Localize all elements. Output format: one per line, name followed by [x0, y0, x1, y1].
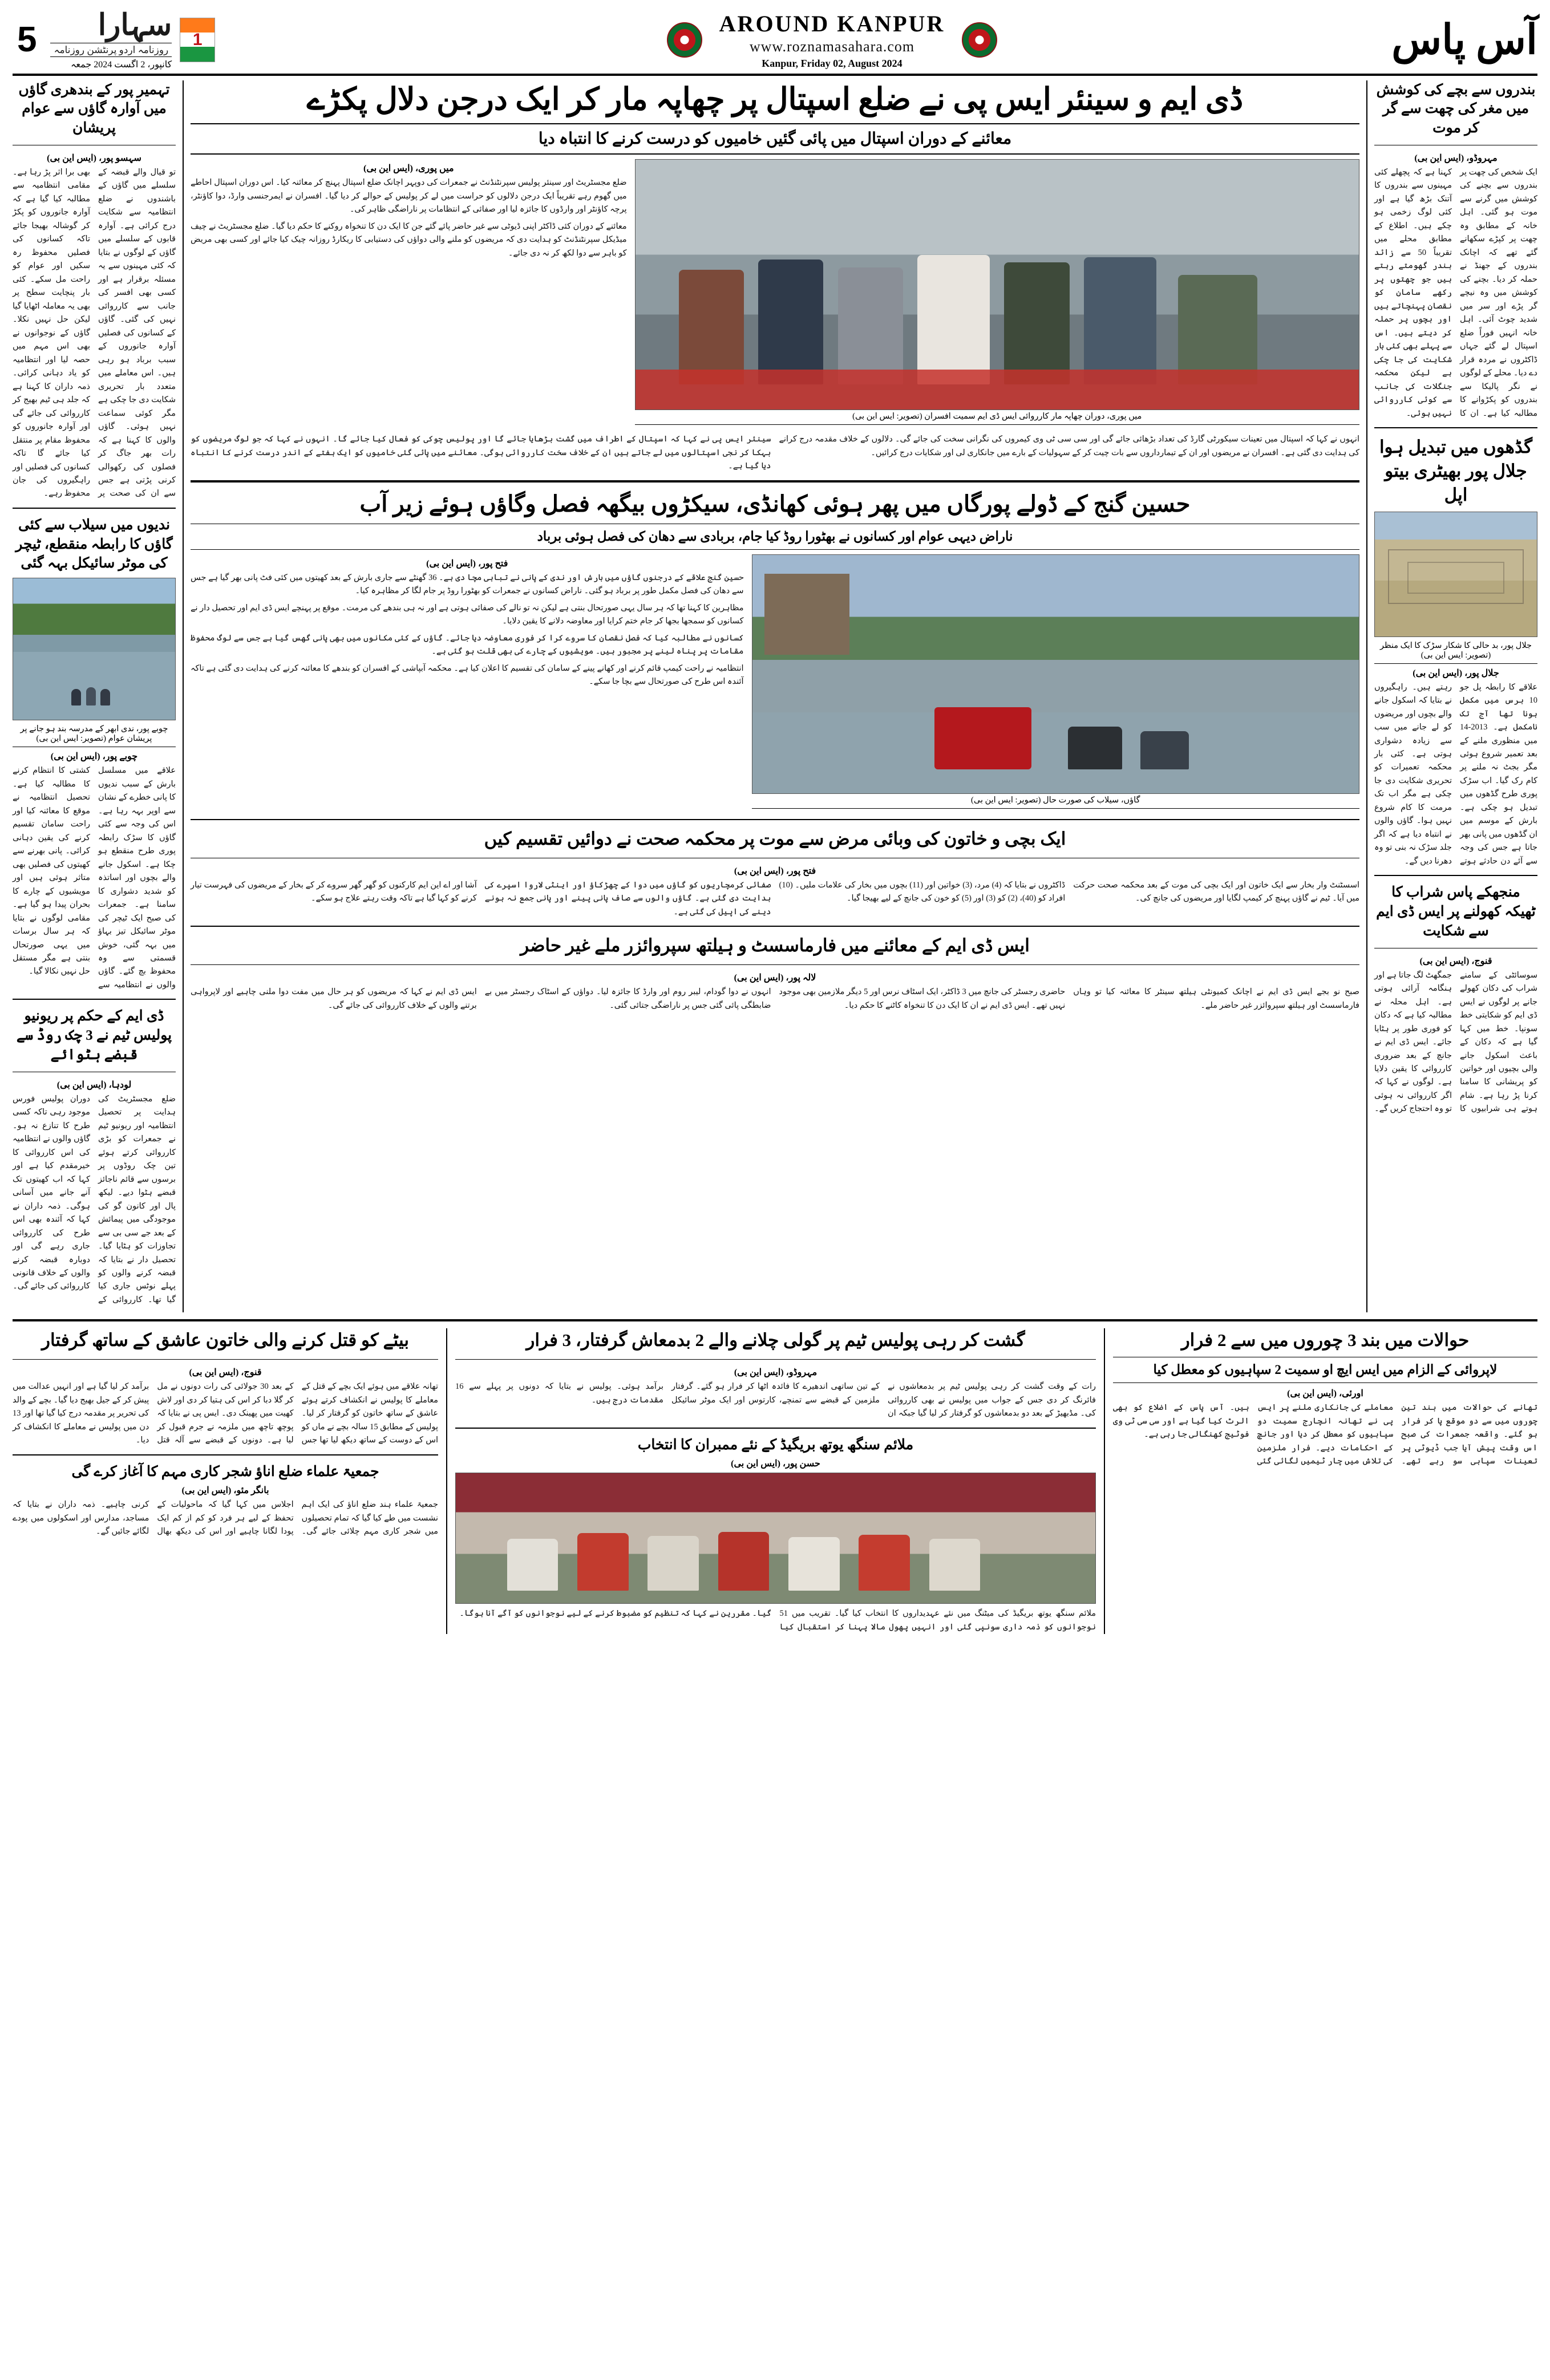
article-byline: قنوج، (ایس این بی): [1419, 956, 1492, 966]
article-headline: بندروں سے بچے کی کوشش میں مغر کی چھت سے گر کر موت: [1376, 82, 1536, 136]
article-byline: بانگر مئو، (ایس این بی): [181, 1486, 269, 1496]
article-subheadline: ناراض دیہی عوام اور کسانوں نے بھٹورا روڈ کیا جام، بربادی سے دھان کی فصل ہوئی برباد: [191, 524, 1359, 550]
bottom-band: [13, 1328, 1537, 1634]
article-headline: تہمیر پور کے بندھری گاؤں میں آوارہ گاؤں سے عوام پریشان: [18, 82, 170, 136]
article-photo-caption: گاؤں، سیلاب کی صورت حال (تصویر: ایس این بی): [752, 794, 1359, 809]
article-byline: مہروڈو، (ایس این بی): [1414, 153, 1498, 163]
masthead-right: [1298, 10, 1537, 70]
logo-subtitle: روزنامہ اردو پرنٹشن روزنامہ: [50, 43, 172, 57]
section-title: آس پاس: [1391, 17, 1537, 63]
article-photo: [13, 578, 176, 720]
lead-byline: میں پوری، (ایس این بی): [363, 164, 454, 174]
article-body: تھانے کی حوالات میں بند تین چوروں میں سے دو موقع پا کر فرار ہو گئے۔ واقعہ جمعرات کی صبح اس وقت پیش آیا جب ڈیوٹی پر تعینات سپاہی سو رہے تھے۔ معاملے کی جانکاری ملنے پر ایس پی نے تھانہ انچارج سمیت دو سپاہیوں کو معطل کر دیا اور جانچ کے احکامات دیے۔ فرار ملزمین کی تلاش میں چار ٹیمیں لگائی گئی ہیں۔ آس پاس کے اضلاع کو بھی الرٹ کیا گیا ہے اور سی سی ٹی وی فوٹیج کھنگالی جا رہی ہے۔: [1113, 1403, 1537, 1466]
masthead: [13, 10, 1537, 76]
article-headline: منجھکے پاس شراب کا ٹھیکہ کھولنے پر ایس ڈی ایم سے شکایت: [1376, 885, 1536, 939]
article-mother-murder-arrest: [13, 1328, 438, 1447]
article-headline: ایس ڈی ایم کے معائنے میں فارماسسٹ و ہیلتھ سپروائزر ملے غیر حاضر: [520, 935, 1030, 956]
article-body-col3: صفائی کرمچاریوں کو گاؤں میں دوا کے چھڑکاؤ اور اینٹی لاروا اسپرے کی ہدایت دی گئی ہے۔ گاؤں والوں سے صاف پانی پینے اور پانی جمع نہ ہونے دینے کی اپیل کی گئی ہے۔: [484, 880, 771, 917]
article-byline: فتح پور، (ایس این بی): [734, 866, 816, 876]
article-potholes-bridge: [1374, 435, 1537, 868]
logo-urdu-text: سہارا: [98, 9, 172, 42]
article-youth-brigade: [455, 1436, 1096, 1635]
article-headline: جمعیۃ علماء ضلع اناؤ شجر کاری مہم کا آغاز کرے گی: [71, 1463, 379, 1479]
article-body-col2: حاضری رجسٹر کی جانچ میں 3 ڈاکٹر، ایک اسٹاف نرس اور 5 دیگر ملازمین بھی موجود نہیں تھے۔ ایس ڈی ایم نے ان کا ایک دن کا تنخواہ کاٹنے کا حکم دیا۔: [779, 987, 1066, 1010]
article-dm-ssp-hospital-raid: [191, 80, 1359, 473]
right-column: [1366, 80, 1537, 1313]
lead-body-col1: ضلع مجسٹریٹ اور سینئر پولیس سپرنٹنڈنٹ نے جمعرات کی دوپہر اچانک ضلع اسپتال پہنچ کر معائنہ کیا۔ اس دوران اسپتال احاطے میں گھوم رہے تقریباً ایک درجن دلالوں کو حراست میں لے کر پولیس کے حوالے کر دیا گیا۔ افسران نے ایمرجنسی وارڈ، دوا کاؤنٹر، پرچہ کاؤنٹر اور وارڈوں کا جائزہ لیا اور صفائی کے انتظامات پر ناراضگی ظاہر کی۔: [191, 178, 627, 214]
article-byline: لودہا، (ایس این بی): [56, 1080, 132, 1090]
article-body-col4: انتظامیہ نے راحت کیمپ قائم کرنے اور کھانے پینے کے سامان کی تقسیم کا اعلان کیا ہے۔ محکمہ آبپاشی کے افسران کو بندھے کا معائنہ کرنے کی ہدایت دی گئی ہے تاکہ آئندہ اس طرح کی صورتحال سے بچا جا سکے۔: [191, 663, 744, 687]
page-number: 5: [17, 20, 37, 60]
publication-logo: [50, 10, 174, 70]
lead-body-col4: سینئر ایس پی نے کہا کہ اسپتال کے اطراف میں گشت بڑھایا جائے گا اور پولیس چوکی کو فعال کیا جائے گا۔ انہوں نے کہا کہ جو لوگ مریضوں کو بہکا کر نجی اسپتالوں میں لے جاتے ہیں ان کے خلاف سخت کارروائی ہوگی۔ معائنے میں پائی گئی خامیوں کو ایک ہفتے کے اندر درست کرنے کا انتباہ دیا گیا ہے۔: [191, 435, 771, 471]
article-headline: ڈی ایم کے حکم پر ریونیو پولیس ٹیم نے 3 چک روڈ سے قبضے ہٹوائے: [16, 1008, 172, 1063]
article-photo-caption: چوبے پور، ندی ابھر کے مدرسہ بند ہو جانے پر پریشان عوام (تصویر: ایس این بی): [13, 723, 176, 747]
article-encroachment-removal: [13, 1007, 176, 1307]
article-headline: ندیوں میں سیلاب سے کئی گاؤں کا رابطہ منقطع، ٹیچر کی موٹر سائیکل بہہ گئی: [15, 517, 173, 571]
article-body-col3: انہوں نے دوا گودام، لیبر روم اور وارڈ کا جائزہ لیا۔ دواؤں کے اسٹاک رجسٹر میں بے ضابطگی پائی گئی جس پر ناراضگی جتائی گئی۔: [484, 987, 771, 1010]
article-liquor-shop-complaint: [1374, 883, 1537, 1116]
article-byline: اورئی، (ایس این بی): [1287, 1389, 1363, 1399]
article-body: تھانہ علاقے میں ہوئے ایک بچے کے قتل کے معاملے کا پولیس نے انکشاف کرتے ہوئے عاشق کے ساتھ خاتون کو گرفتار کر لیا۔ پولیس کے مطابق 15 سالہ بچے نے ماں کو اس کے دوست کے ساتھ دیکھ لیا تھا جس کے بعد 30 جولائی کی رات دونوں نے مل کر گلا دبا کر اس کی ہتیا کر دی اور لاش کھیت میں پھینک دی۔ ایس پی نے بتایا کہ پوچھ تاچھ میں ملزمہ نے جرم قبول کر لیا ہے۔ دونوں کے قبضے سے آلہ قتل برآمد کر لیا گیا ہے اور انہیں عدالت میں پیش کر کے جیل بھیج دیا گیا۔ بچے کے والد کی تحریر پر مقدمہ درج کیا گیا تھا اور 13 دن میں پولیس نے معاملے کا انکشاف کر دیا۔: [13, 1382, 438, 1445]
article-headline: حسین گنج کے ڈولے پورگاں میں پھر ہوئی کھانڈی، سیکڑوں بیگھہ فصل وگاؤں ہوئے زیر آب: [359, 490, 1191, 517]
article-river-flood-teacher-bike: [13, 516, 176, 992]
article-body: جمعیۃ علماء ہند ضلع اناؤ کی ایک اہم نشست میں طے کیا گیا کہ تمام تحصیلوں میں شجر کاری مہم چلائی جائے گی۔ اجلاس میں کہا گیا کہ ماحولیات کے تحفظ کے لیے ہر فرد کو کم از کم ایک پودا لگانا چاہیے اور اس کی دیکھ بھال کرنی چاہیے۔ ذمہ داران نے بتایا کہ مساجد، مدارس اور اسکولوں میں پودے لگائے جائیں گے۔: [13, 1500, 438, 1536]
photo-credit: (تصویر: ایس این بی): [36, 734, 106, 744]
logo-date: کانپور، 2 اگست 2024 جمعہ: [71, 59, 172, 70]
lead-body-col2: معائنے کے دوران کئی ڈاکٹر اپنی ڈیوٹی سے غیر حاضر پائے گئے جن کا ایک دن کا تنخواہ روکنے کا حکم دیا گیا۔ ضلع مجسٹریٹ نے چیف میڈیکل سپرنٹنڈنٹ کو ہدایت دی کہ مریضوں کو ملنے والی دواؤں کی دستیابی کا ریکارڈ روزانہ چیک کیا جائے اور کسی بھی مریض کو باہر سے دوا لکھ کر نہ دی جائے۔: [191, 221, 627, 258]
article-byline: مہروڈو، (ایس این بی): [734, 1368, 818, 1378]
article-husaingunj-flood: [191, 489, 1359, 812]
lead-photo: [635, 159, 1359, 410]
article-headline: گڈھوں میں تبدیل ہوا جلال پور بھیٹری بیتو اپل: [1379, 437, 1533, 505]
photo-credit: (تصویر: ایس این بی): [852, 412, 922, 421]
article-byline: چوبے پور، (ایس این بی): [50, 752, 138, 762]
lead-photo-caption: میں پوری، دوران چھاپہ مار کارروائی ایس ڈی ایم سمیت افسران (تصویر: ایس این بی): [635, 410, 1359, 425]
article-body: ملائم سنگھ یوتھ بریگیڈ کی میٹنگ میں نئے عہدیداروں کا انتخاب کیا گیا۔ تقریب میں 51 نوجوانوں کو ذمہ داری سونپی گئی اور انہیں پھول مالا پہنا کر استقبال کیا گیا۔ مقررین نے کہا کہ تنظیم کو مضبوط کرنے کے لیے نوجوانوں کو آگے آنا ہوگا۔: [459, 1609, 1096, 1632]
article-lockup-escape: [1104, 1328, 1537, 1634]
article-body: ضلع مجسٹریٹ کی ہدایت پر تحصیل انتظامیہ اور ریونیو ٹیم نے جمعرات کو بڑی کارروائی کرتے ہوئے تین چک روڈوں پر برسوں سے قائم ناجائز قبضے ہٹوا دیے۔ لیکھ پال اور کانون گو کی موجودگی میں پیمائش کے بعد جے سی بی سے تجاوزات کو ہٹایا گیا۔ تحصیل دار نے بتایا کہ قبضہ کرنے والوں کو پہلے نوٹس جاری کیا گیا تھا۔ کارروائی کے دوران پولیس فورس موجود رہی تاکہ کسی طرح کا تنازع نہ ہو۔ گاؤں والوں نے انتظامیہ کی اس کارروائی کا خیرمقدم کیا ہے اور کہا کہ اب کھیتوں تک آنے جانے میں آسانی ہوگی۔ ذمہ داران نے کہا کہ آئندہ بھی اس طرح کی کارروائی جاری رہے گی اور دوبارہ قبضہ کرنے والوں کے خلاف قانونی کارروائی کی جائے گی۔: [13, 1094, 176, 1304]
main-column: [184, 80, 1366, 1313]
page-body: [13, 80, 1537, 1313]
article-body-col1: اسسٹنٹ وار بخار سے ایک خاتون اور ایک بچی کی موت کے بعد محکمہ صحت حرکت میں آیا۔ ٹیم نے گاؤں پہنچ کر کیمپ لگایا اور مریضوں کی جانچ کی۔: [1073, 880, 1359, 903]
article-body-col1: حسین گنج علاقے کے درجنوں گاؤں میں بارش اور ندی کے پانی نے تباہی مچا دی ہے۔ 36 گھنٹے سے جاری بارش کے بعد کھیتوں میں کئی فٹ پانی بھر گیا ہے جس سے دھان کی فصل مکمل طور پر برباد ہو گئی۔ ناراض کسانوں نے جمعرات کو بھٹورا روڈ پر جام لگا کر مظاہرہ کیا۔: [191, 573, 744, 596]
article-photo: [1374, 512, 1537, 637]
masthead-title-block: [719, 10, 945, 70]
article-stray-animals-village: [13, 80, 176, 501]
article-body: سوسائٹی کے سامنے شراب کی دکان کھولے جانے پر لوگوں نے ایس ڈی ایم کو شکایتی خط سونپا۔ خط میں کہا گیا ہے کہ دکان کے باعث اسکول جانے والی بچیوں اور خواتین کو پریشانی کا سامنا کرنا پڑ رہا ہے۔ شام ہوتے ہی شرابیوں کا جمگھٹ لگ جاتا ہے اور ہنگامہ آرائی ہوتی ہے۔ اہل محلہ نے مطالبہ کیا ہے کہ دکان کو فوری طور پر ہٹایا جائے۔ ایس ڈی ایم نے جانچ کے بعد ضروری کارروائی کا یقین دلایا ہے۔ لوگوں نے کہا کہ اگر کارروائی نہ ہوئی تو وہ احتجاج کریں گے۔: [1374, 970, 1537, 1114]
article-body: رات کے وقت گشت کر رہی پولیس ٹیم پر بدمعاشوں نے فائرنگ کر دی جس کے جواب میں پولیس نے بھی کارروائی کی۔ مڈبھیڑ کے بعد دو بدمعاشوں کو گرفتار کر لیا گیا جبکہ ان کے تین ساتھی اندھیرے کا فائدہ اٹھا کر فرار ہو گئے۔ گرفتار ملزمین کے قبضے سے تمنچے، کارتوس اور ایک موٹر سائیکل برآمد ہوئی۔ پولیس نے بتایا کہ دونوں پر پہلے سے 16 مقدمات درج ہیں۔: [455, 1382, 1096, 1418]
article-headline: ایک بچی و خاتون کی وبائی مرض سے موت پر محکمہ صحت نے دوائیں تقسیم کیں: [484, 828, 1066, 849]
article-monkey-fall: [1374, 80, 1537, 420]
masthead-url[interactable]: www.roznamasahara.com: [749, 38, 915, 55]
article-byline: فتح پور، (ایس این بی): [426, 558, 508, 569]
flag-emblem-icon: 1: [180, 18, 215, 62]
photo-credit: (تصویر: ایس این بی): [971, 795, 1041, 805]
article-byline: جلال پور، (ایس این بی): [1413, 668, 1499, 678]
lead-subheadline: معائنے کے دوران اسپتال میں پائی گئیں خامیوں کو درست کرنے کا انتباہ دیا: [191, 123, 1359, 155]
article-sdm-inspection: [191, 934, 1359, 1012]
article-body: علاقے میں مسلسل بارش کے سبب ندیوں کا پانی خطرے کے نشان سے اوپر بہہ رہا ہے۔ اس کی وجہ سے کئی گاؤں کا سڑک رابطہ پوری طرح منقطع ہو چکا ہے۔ اسکول جانے والے بچوں اور اساتذہ کو شدید دشواری کا سامنا ہے۔ جمعرات کی صبح ایک ٹیچر کی موٹر سائیکل تیز بہاؤ میں بہہ گئی، خوش قسمتی سے وہ محفوظ بچ گئے۔ گاؤں والوں نے انتظامیہ سے کشتی کا انتظام کرنے کا مطالبہ کیا ہے۔ تحصیل انتظامیہ نے موقع کا معائنہ کیا اور راحت سامان تقسیم کرنے کی یقین دہانی کرائی۔ پانی بھرنے سے کھیتوں کی فصلیں بھی متاثر ہوئی ہیں اور مویشیوں کے چارے کا بحران پیدا ہو گیا ہے۔ مقامی لوگوں نے بتایا کہ ہر سال برسات میں یہی صورتحال بنتی ہے مگر مستقل حل نہیں نکالا گیا۔: [13, 766, 176, 990]
article-byline: لالہ پور، (ایس این بی): [734, 973, 816, 983]
lead-body-col3: انہوں نے کہا کہ اسپتال میں تعینات سیکورٹی گارڈ کی تعداد بڑھائی جائے گی اور سی سی ٹی وی کیمروں کی نگرانی سخت کی جائے گی۔ دلالوں کے خلاف مقدمہ درج کرانے کی ہدایت دی گئی ہے۔ افسران نے مریضوں اور ان کے تیمارداروں سے بات چیت کر کے سہولیات کے بارے میں جانکاری لی اور شکایات درج کرائیں۔: [779, 435, 1359, 457]
article-photo: [455, 1473, 1096, 1604]
bottom-left-stack: [13, 1328, 446, 1634]
article-health-dept-medicine: [191, 827, 1359, 919]
article-body: تو قیال والے قبضہ کے سلسلے میں گاؤں کے باشندوں نے ضلع انتظامیہ سے شکایت درج کرائی ہے۔ آوارہ قابوں کے سلسلے میں گاؤں کے لوگوں نے بتایا کہ کئی مہینوں سے یہ مسئلہ برقرار ہے اور کسی بھی افسر کی جانب سے کارروائی نہیں کی گئی۔ گاؤں کے کسانوں کی فصلیں آوارہ جانوروں کے سبب برباد ہو رہی ہیں۔ اس معاملے میں متعدد بار تحریری شکایت دی جا چکی ہے مگر کوئی سماعت نہیں ہوئی۔ گاؤں والوں کا کہنا ہے کہ رات بھر جاگ کر فصلوں کی رکھوالی کرنی پڑتی ہے جس سے ان کی صحت پر بھی برا اثر پڑ رہا ہے۔ مقامی انتظامیہ سے مطالبہ کیا گیا ہے کہ آوارہ جانوروں کو پکڑ کر گوشالہ بھیجا جائے تاکہ کسانوں کی فصلیں محفوظ رہ سکیں اور عوام کو راحت مل سکے۔ کئی بار پنچایت سطح پر بھی یہ معاملہ اٹھایا گیا لیکن حل نہیں نکلا۔ گاؤں کے نوجوانوں نے بھی اس مہم میں حصہ لیا اور انتظامیہ کو یاد دہانی کرائی۔ ذمہ داران کا کہنا ہے کہ جلد ہی ٹیم بھیج کر کارروائی کی جائے گی اور آوارہ جانوروں کو محفوظ مقام پر منتقل کیا جائے گا تاکہ کسانوں کی فصلیں اور راہگیروں کی جان محفوظ رہے۔: [13, 167, 176, 498]
article-body-col3: کسانوں نے مطالبہ کیا کہ فصل نقصان کا سروے کرا کر فوری معاوضہ دیا جائے۔ گاؤں کے کئی مکانوں میں بھی پانی گھس گیا ہے جس سے لوگ محفوظ مقامات پر پناہ لینے پر مجبور ہیں۔ مویشیوں کے چارے کی بھی قلت ہو گئی ہے۔: [191, 633, 744, 656]
article-photo-caption: جلال پور، بد حالی کا شکار سڑک کا ایک منظر (تصویر: ایس این بی): [1374, 639, 1537, 664]
rosette-icon: [962, 22, 997, 58]
article-subheadline: لاپروائی کے الزام میں ایس ایچ او سمیت 2 سپاہیوں کو معطل کیا: [1113, 1357, 1537, 1383]
article-body-col2: ڈاکٹروں نے بتایا کہ (4) مرد، (3) خواتین اور (11) بچوں میں بخار کی علامات ملیں۔ (10) افراد کو (40)، (2) کو (3) اور (5) کو خون کی جانچ کے لیے بھیجا گیا۔: [779, 880, 1066, 903]
article-headline: ملائم سنگھ یوتھ بریگیڈ کے نئے ممبران کا انتخاب: [637, 1437, 914, 1453]
masthead-date: Kanpur, Friday 02, August 2024: [762, 58, 903, 70]
article-body-col1: صبح نو بجے ایس ڈی ایم نے اچانک کمیونٹی ہیلتھ سینٹر کا معائنہ کیا تو وہاں فارماسسٹ اور ہیلتھ سپروائزر غیر حاضر ملے۔: [1073, 987, 1359, 1010]
masthead-title: AROUND KANPUR: [719, 11, 945, 37]
rosette-icon: [667, 22, 702, 58]
article-byline: قنوج، (ایس این بی): [189, 1368, 262, 1378]
left-column: [13, 80, 184, 1313]
article-body: علاقے کا رابطہ پل جو 10 برس میں مکمل ہونا تھا آج تک نامکمل ہے۔ 2013-14 میں منظوری ملنے کے بعد تعمیر شروع ہوئی مگر بجٹ نہ ملنے پر کام رک گیا۔ اب سڑک پوری طرح گڈھوں میں تبدیل ہو چکی ہے۔ بارش کے موسم میں ان گڈھوں میں پانی بھر جاتا ہے جس کی وجہ سے آئے دن حادثے ہوتے رہتے ہیں۔ راہگیروں نے بتایا کہ اسکول جانے والے بچوں اور مریضوں کو لے جانے میں سب سے زیادہ دشواری ہوتی ہے۔ کئی بار محکمہ تعمیرات کو تحریری شکایت دی جا چکی ہے مگر اب تک مرمت کا کام شروع نہیں ہوا۔ گاؤں والوں نے انتباہ دیا ہے کہ اگر جلد سڑک نہ بنی تو وہ دھرنا دیں گے۔: [1374, 682, 1537, 866]
article-police-firing: [446, 1328, 1104, 1634]
photo-credit: (تصویر: ایس این بی): [1421, 650, 1491, 660]
article-body-col2: مظاہرین کا کہنا تھا کہ ہر سال یہی صورتحال بنتی ہے لیکن نہ تو نالے کی صفائی ہوتی ہے اور نہ ہی بندھے کی مرمت۔ موقع پر پہنچے ایس ڈی ایم اور تحصیل دار نے کسانوں کو سمجھا بجھا کر جام ختم کرایا اور معاوضہ دلانے کا یقین دلایا۔: [191, 603, 744, 626]
article-headline: گشت کر رہی پولیس ٹیم پر گولی چلانے والے 2 بدمعاش گرفتار، 3 فرار: [526, 1330, 1025, 1351]
article-photo: [752, 554, 1359, 794]
article-body: ایک شخص کی چھت پر بندروں سے بچنے کی کوشش میں گرنے سے موت ہو گئی۔ اہل خانہ کے مطابق وہ چھت پر کپڑے سکھانے گئے تھے کہ اچانک بندروں کے جھنڈ نے حملہ کر دیا۔ بچنے کی کوشش میں وہ نیچے گر پڑے اور سر میں شدید چوٹ آئی۔ اہل خانہ انہیں فوراً ضلع اسپتال لے گئے جہاں ڈاکٹروں نے مردہ قرار دے دیا۔ محلے کے لوگوں نے نگر پالیکا سے بندروں کو پکڑوانے کا مطالبہ کیا ہے۔ ان کا کہنا ہے کہ پچھلے کئی مہینوں سے بندروں کا آتنک بڑھ گیا ہے اور کئی لوگ زخمی ہو چکے ہیں۔ اطلاع کے مطابق محلے میں تقریباً 50 سے زائد بندر گھومتے رہتے ہیں جو چھتوں پر رکھے سامان کو نقصان پہنچاتے ہیں اور بچوں پر حملہ کر دیتے ہیں۔ اس سے پہلے بھی کئی بار شکایت کی جا چکی ہے لیکن محکمہ جنگلات کی جانب سے کوئی کارروائی نہیں ہوئی۔: [1374, 167, 1537, 418]
article-jamiat-tree-plantation: [13, 1462, 438, 1539]
article-byline: سہسو پور، (ایس این بی): [47, 153, 141, 163]
article-body-col4: ایس ڈی ایم نے کہا کہ مریضوں کو ہر حال میں مفت دوا ملنی چاہیے اور لاپرواہی برتنے والوں کے خلاف کارروائی کی جائے گی۔: [191, 987, 477, 1010]
article-body-col4: آشا اور اے این ایم کارکنوں کو گھر گھر سروے کر کے بخار کے مریضوں کی فہرست تیار کرنے کو کہا گیا ہے تاکہ وقت رہتے علاج ہو سکے۔: [191, 880, 477, 903]
masthead-left: [13, 10, 366, 70]
masthead-center: [366, 10, 1298, 70]
article-headline: حوالات میں بند 3 چوروں میں سے 2 فرار: [1181, 1330, 1470, 1351]
lead-headline: ڈی ایم و سینئر ایس پی نے ضلع اسپتال پر چھاپہ مار کر ایک درجن دلال پکڑے: [306, 82, 1244, 116]
article-byline: حسن پور، (ایس این بی): [731, 1459, 820, 1469]
article-headline: بیٹے کو قتل کرنے والی خاتون عاشق کے ساتھ گرفتار: [42, 1330, 409, 1351]
